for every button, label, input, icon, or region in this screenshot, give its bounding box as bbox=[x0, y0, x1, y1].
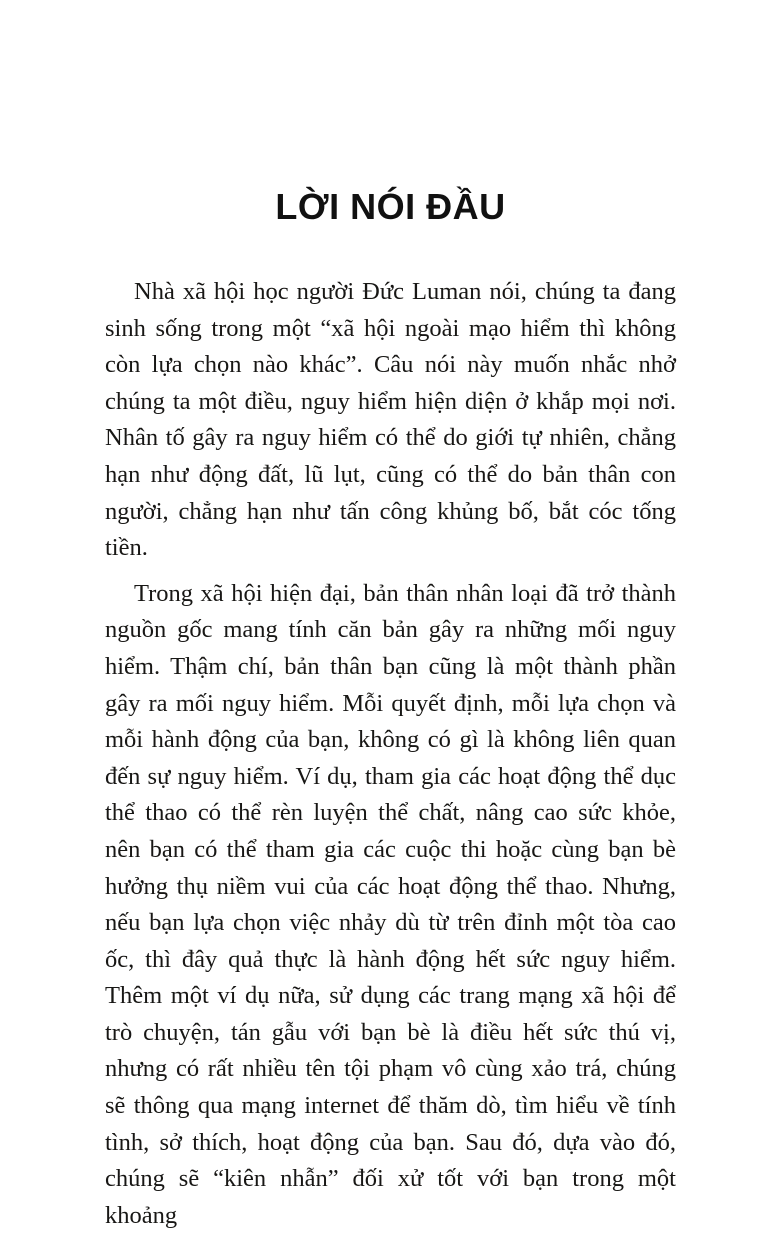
paragraph-1: Nhà xã hội học người Đức Luman nói, chúng ta đang sinh sống trong một “xã hội ngoài mạo hiểm thì không còn lựa chọn nào khác”. Câu nói này muốn nhắc nhở chúng ta một điều, nguy hiểm hiện diện ở khắp mọi nơi. Nhân tố gây ra nguy hiểm có thể do giới tự nhiên, chẳng hạn như động đất, lũ lụt, cũng có thể do bản thân con người, chẳng hạn như tấn công khủng bố, bắt cóc tống tiền. bbox=[105, 278, 676, 562]
paragraph-2: Trong xã hội hiện đại, bản thân nhân loại đã trở thành nguồn gốc mang tính căn bản gây ra những mối nguy hiểm. Thậm chí, bản thân bạn cũng là một thành phần gây ra mối nguy hiểm. Mỗi quyết định, mỗi lựa chọn và mỗi hành động của bạn, không có gì là không liên quan đến sự nguy hiểm. Ví dụ, tham gia các hoạt động thể dục thể thao có thể rèn luyện thể chất, nâng cao sức khỏe, nên bạn có thể tham gia các cuộc thi hoặc cùng bạn bè hưởng thụ niềm vui của các hoạt động thể thao. Nhưng, nếu bạn lựa chọn việc nhảy dù từ trên đỉnh một tòa cao ốc, thì đây quả thực là hành động hết sức nguy hiểm. Thêm một ví dụ nữa, sử dụng các trang mạng xã hội để trò chuyện, tán gẫu với bạn bè là điều hết sức thú vị, nhưng có rất nhiều tên tội phạm vô cùng xảo trá, chúng sẽ thông qua mạng internet để thăm dò, tìm hiểu về tính tình, sở thích, hoạt động của bạn. Sau đó, dựa vào đó, chúng sẽ “kiên nhẫn” đối xử tốt với bạn trong một khoảng bbox=[105, 579, 676, 1229]
page-title: LỜI NÓI ĐẦU bbox=[275, 186, 506, 227]
